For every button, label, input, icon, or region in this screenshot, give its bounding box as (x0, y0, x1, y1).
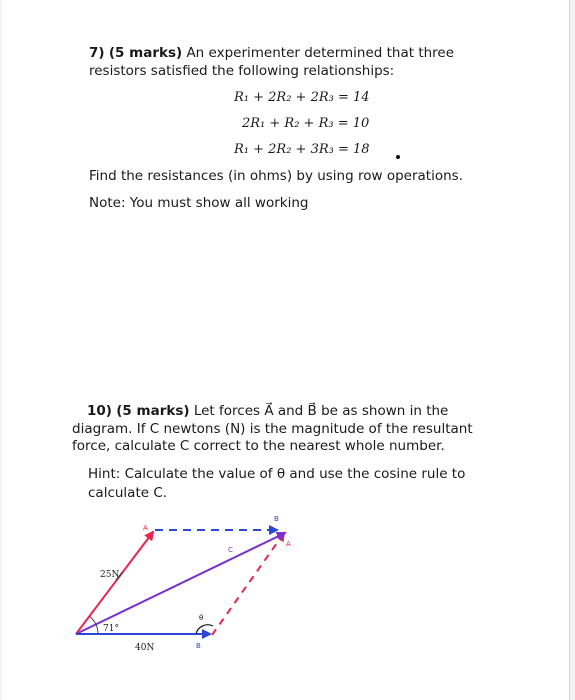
q7-equation-1: R₁ + 2R₂ + 2R₃ = 14 (234, 90, 370, 105)
resultant-force-c (76, 533, 285, 634)
q10-line3: force, calculate C correct to the nearest whole number. (72, 438, 445, 454)
q7-intro-line1: An experimenter determined that three (182, 45, 455, 61)
q7-task: Find the resistances (in ohms) by using row operations. (89, 168, 463, 184)
label-theta: θ (199, 614, 204, 622)
force-diagram (2, 0, 569, 700)
dashed-force-a (212, 533, 284, 635)
label-a-top: A (143, 524, 148, 532)
label-a-side: A (286, 540, 291, 548)
label-c: C (228, 546, 233, 554)
q7-equation-2: 2R₁ + R₂ + R₃ = 10 (242, 116, 370, 131)
force-a-arrow (76, 532, 153, 634)
q10-line1: Let forces A⃗ and B⃗ be as shown in the (189, 403, 449, 419)
q10-line2: diagram. If C newtons (N) is the magnitude of the resultant (72, 421, 473, 437)
q10-number: 10) (87, 403, 112, 419)
q7-number: 7) (89, 45, 105, 61)
q7-marks: (5 marks) (108, 45, 183, 61)
q10-marks: (5 marks) (116, 403, 190, 419)
q10-hint-line1: Hint: Calculate the value of θ and use the cosine rule to (88, 466, 466, 482)
label-b-top: B (274, 515, 279, 523)
document-page (2, 0, 570, 700)
angle-arc-theta (196, 625, 213, 634)
q10-hint-line2: calculate C. (88, 485, 168, 501)
label-40n: 40N (135, 643, 155, 653)
diagram-small-labels (143, 515, 291, 650)
label-b-bottom: B (196, 642, 201, 650)
label-25n: 25N (100, 570, 120, 580)
q7-equation-3: R₁ + 2R₂ + 3R₃ = 18 (234, 142, 370, 157)
label-71-degrees: 71° (103, 624, 119, 634)
q7-note: Note: You must show all working (89, 195, 309, 211)
q7-intro-line2: resistors satisfied the following relationships: (89, 63, 395, 79)
